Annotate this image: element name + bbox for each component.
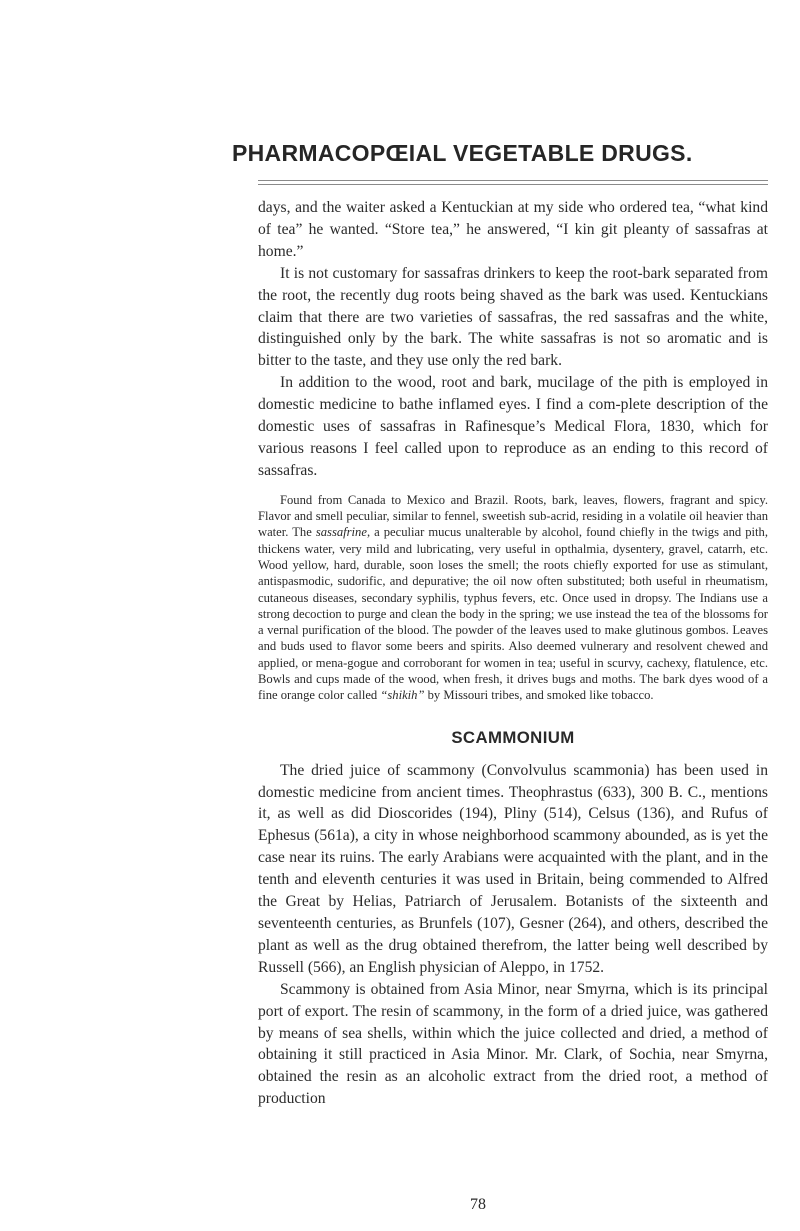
quote-part-2: , a peculiar mucus unalterable by alcohol, found chiefly in the twigs and pith, thickens water, very mild and lubricating, very useful in opthalmia, dysentery, gravel, catarrh, etc. Wood yellow, hard, durable, soon loses the smell; the roots chiefly exported for use as stimulant, antispasmodic, sudorific, and depurative; the oil now often substituted; both useful in rheumatism, cutaneous diseases, secondary syphilis, typhus fevers, etc. Once used in dropsy. The Indians use a strong decoction to purge and clean the body in the spring; we use instead the tea of the blossoms for a vernal purification of the blood. The powder of the leaves used to make glutinous gombos. Leaves and buds used to flavor some beers and spirits. Also deemed vulnerary and resolvent chewed and applied, or mena-gogue and corroborant for women in tea; useful in scurvy, cachexy, flatulence, etc. Bowls and cups made of the wood, when fresh, it drives bugs and moths. The bark dyes wood of a fine orange color called — [258, 525, 768, 703]
paragraph-continued: days, and the waiter asked a Kentuckian at my side who ordered tea, “what kind of tea” he wanted. “Store tea,” he answered, “I kin git pleanty of sassafras at home.” — [258, 199, 768, 260]
text-column — [258, 197, 768, 1110]
quote-term-sassafrine: sassafrine — [315, 525, 367, 540]
running-head: PHARMACOPŒIAL VEGETABLE DRUGS. — [232, 140, 693, 166]
header-rule-top — [258, 180, 768, 181]
paragraph-pith-mucilage: In addition to the wood, root and bark, mucilage of the pith is employed in domestic medicine to bathe inflamed eyes. I find a com-plete description of the domestic uses of sassafras in Rafinesque’s Medical Flora, 1830, which for various reasons I feel called upon to reproduce as an ending to this record of sassafras. — [258, 374, 768, 479]
header-rule-bottom — [258, 184, 768, 185]
paragraph-scammony-history: The dried juice of scammony (Convolvulus scammonia) has been used in domestic medicine from ancient times. Theophrastus (633), 300 B. C., mentions it, as well as did Dioscorides (194), Pliny (514), Celsus (136), and Rufus of Ephesus (561a), a city in whose neighborhood scammony abounded, as is yet the case near its ruins. The early Arabians were acquainted with the plant, and in the tenth and eleventh centuries it was used in Britain, being commended to Alfred the Great by Helias, Patriarch of Jerusalem. Botanists of the sixteenth and seventeenth centuries, as Brunfels (107), Gesner (264), and others, described the plant as well as the drug obtained therefrom, the latter being well described by Russell (566), an English physician of Aleppo, in 1752. — [258, 761, 768, 976]
section-heading: SCAMMONIUM — [451, 727, 575, 747]
quote-part-1: Found from Canada to Mexico and Brazil. Roots, bark, leaves, flowers, fragrant and spicy. Flavor and smell peculiar, similar to fennel, sweetish sub-acrid, residing in a volatile oil heavier than water. The — [258, 492, 768, 540]
quote-part-3: by Missouri tribes, and smoked like tobacco. — [424, 688, 654, 703]
paragraph-root-bark: It is not customary for sassafras drinkers to keep the root-bark separated from the root, the recently dug roots being shaved as the bark was used. Kentuckians claim that there are two varieties of sassafras, the red sassafras and the white, distinguished only by the bark. The white sassafras is not so aromatic and is bitter to the taste, and they use only the red bark. — [258, 264, 768, 370]
rafinesque-quotation — [258, 492, 768, 704]
page-number: 78 — [470, 1196, 486, 1213]
paragraph-scammony-source: Scammony is obtained from Asia Minor, near Smyrna, which is its principal port of export. The resin of scammony, in the form of a dried juice, was gathered by means of sea shells, within which the juice collected and dried, a method of obtaining it still practiced in Asia Minor. Mr. Clark, of Sochia, near Smyrna, obtained the resin as an alcoholic extract from the dried root, a method of production — [258, 980, 768, 1108]
quote-term-shikih: “shikih” — [380, 688, 425, 703]
